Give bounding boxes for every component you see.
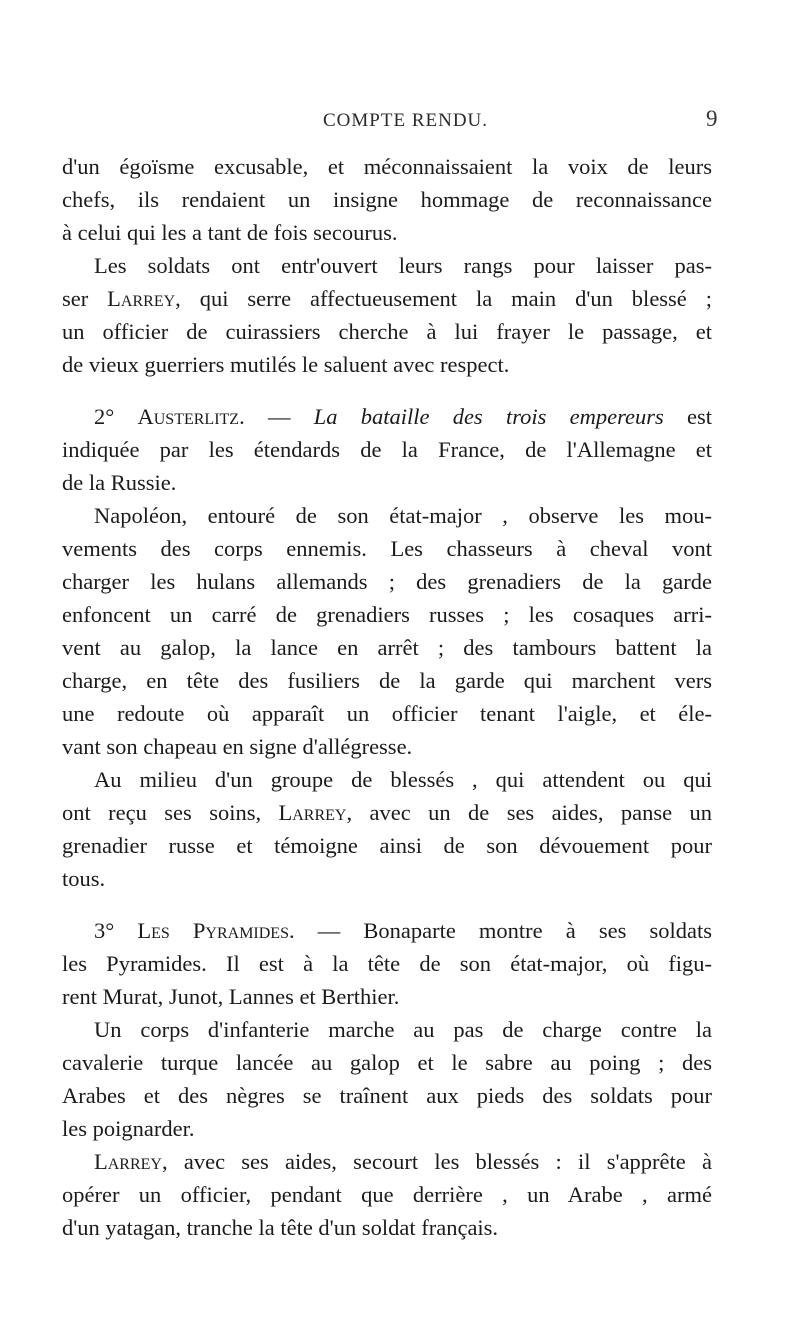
text-line: enfoncent un carré de grenadiers russes ; les cosaques arri- (62, 602, 712, 627)
text-line: de la Russie. (62, 470, 177, 495)
text-line: une redoute où apparaît un officier tenant l'aigle, et éle- (62, 701, 712, 726)
text-fragment: , avec ses aides, secourt les blessés : il s'apprête à (161, 1149, 712, 1174)
text-line (62, 796, 712, 829)
text-line (62, 914, 712, 947)
text-fragment: est (663, 404, 713, 429)
text-line: cavalerie turque lancée au galop et le sabre au poing ; des (62, 1050, 712, 1075)
name-larrey: Larrey (107, 286, 176, 311)
text-fragment: , qui serre affectueusement la main d'un blessé ; (175, 286, 712, 311)
running-head: COMPTE RENDU. (323, 110, 489, 131)
text-line: chefs, ils rendaient un insigne hommage de reconnaissance (62, 187, 712, 212)
text-line: Au milieu d'un groupe de blessés , qui attendent ou qui (94, 767, 712, 792)
paragraph-3 (62, 400, 712, 499)
page-number: 9 (706, 106, 718, 131)
page-header (0, 106, 800, 140)
body-text (62, 150, 712, 1244)
text-line: vant son chapeau en signe d'allégresse. (62, 734, 413, 759)
text-line: vements des corps ennemis. Les chasseurs à cheval vont (62, 536, 712, 561)
section-title: Austerlitz (137, 404, 240, 429)
paragraph-1 (62, 150, 712, 249)
italic-title: La bataille des trois empereurs (313, 404, 664, 429)
text-line: les poignarder. (62, 1116, 195, 1141)
text-fragment: , avec un de ses aides, panse un (346, 800, 713, 825)
text-line (62, 1145, 712, 1178)
text-line (62, 400, 712, 433)
text-line: opérer un officier, pendant que derrière , un Arabe , armé (62, 1182, 712, 1207)
text-line: d'un égoïsme excusable, et méconnaissaient la voix de leurs (62, 154, 712, 179)
text-line: Arabes et des nègres se traînent aux pieds des soldats pour (62, 1083, 712, 1108)
text-line: d'un yatagan, tranche la tête d'un soldat français. (62, 1215, 499, 1240)
paragraph-8 (62, 1145, 712, 1244)
text-line: charger les hulans allemands ; des grenadiers de la garde (62, 569, 712, 594)
name-larrey: Larrey (278, 800, 347, 825)
text-line: grenadier russe et témoigne ainsi de son dévouement pour (62, 833, 712, 858)
text-line: Un corps d'infanterie marche au pas de charge contre la (94, 1017, 712, 1042)
text-line: indiquée par les étendards de la France, de l'Allemagne et (62, 437, 712, 462)
text-fragment: . — (239, 404, 314, 429)
section-number: 2° (94, 404, 138, 429)
text-line: tous. (62, 866, 106, 891)
section-title: Les Pyramides (137, 918, 289, 943)
paragraph-7 (62, 1013, 712, 1145)
paragraph-6 (62, 914, 712, 1013)
text-fragment: ser (62, 286, 108, 311)
text-line (62, 282, 712, 315)
text-line: charge, en tête des fusiliers de la garde qui marchent vers (62, 668, 712, 693)
text-line: les Pyramides. Il est à la tête de son état-major, où figu- (62, 951, 712, 976)
text-fragment: ont reçu ses soins, (62, 800, 279, 825)
paragraph-4 (62, 499, 712, 763)
text-line: rent Murat, Junot, Lannes et Berthier. (62, 984, 400, 1009)
text-line: de vieux guerriers mutilés le saluent avec respect. (62, 352, 510, 377)
text-fragment: . — Bonaparte montre à ses soldats (288, 918, 712, 943)
text-line: vent au galop, la lance en arrêt ; des tambours battent la (62, 635, 712, 660)
paragraph-2 (62, 249, 712, 381)
text-line: à celui qui les a tant de fois secourus. (62, 220, 398, 245)
text-line: Les soldats ont entr'ouvert leurs rangs pour laisser pas- (94, 253, 712, 278)
name-larrey: Larrey (94, 1149, 162, 1174)
text-line: un officier de cuirassiers cherche à lui frayer le passage, et (62, 319, 712, 344)
section-number: 3° (94, 918, 138, 943)
paragraph-5 (62, 763, 712, 895)
text-line: Napoléon, entouré de son état-major , observe les mou- (94, 503, 712, 528)
